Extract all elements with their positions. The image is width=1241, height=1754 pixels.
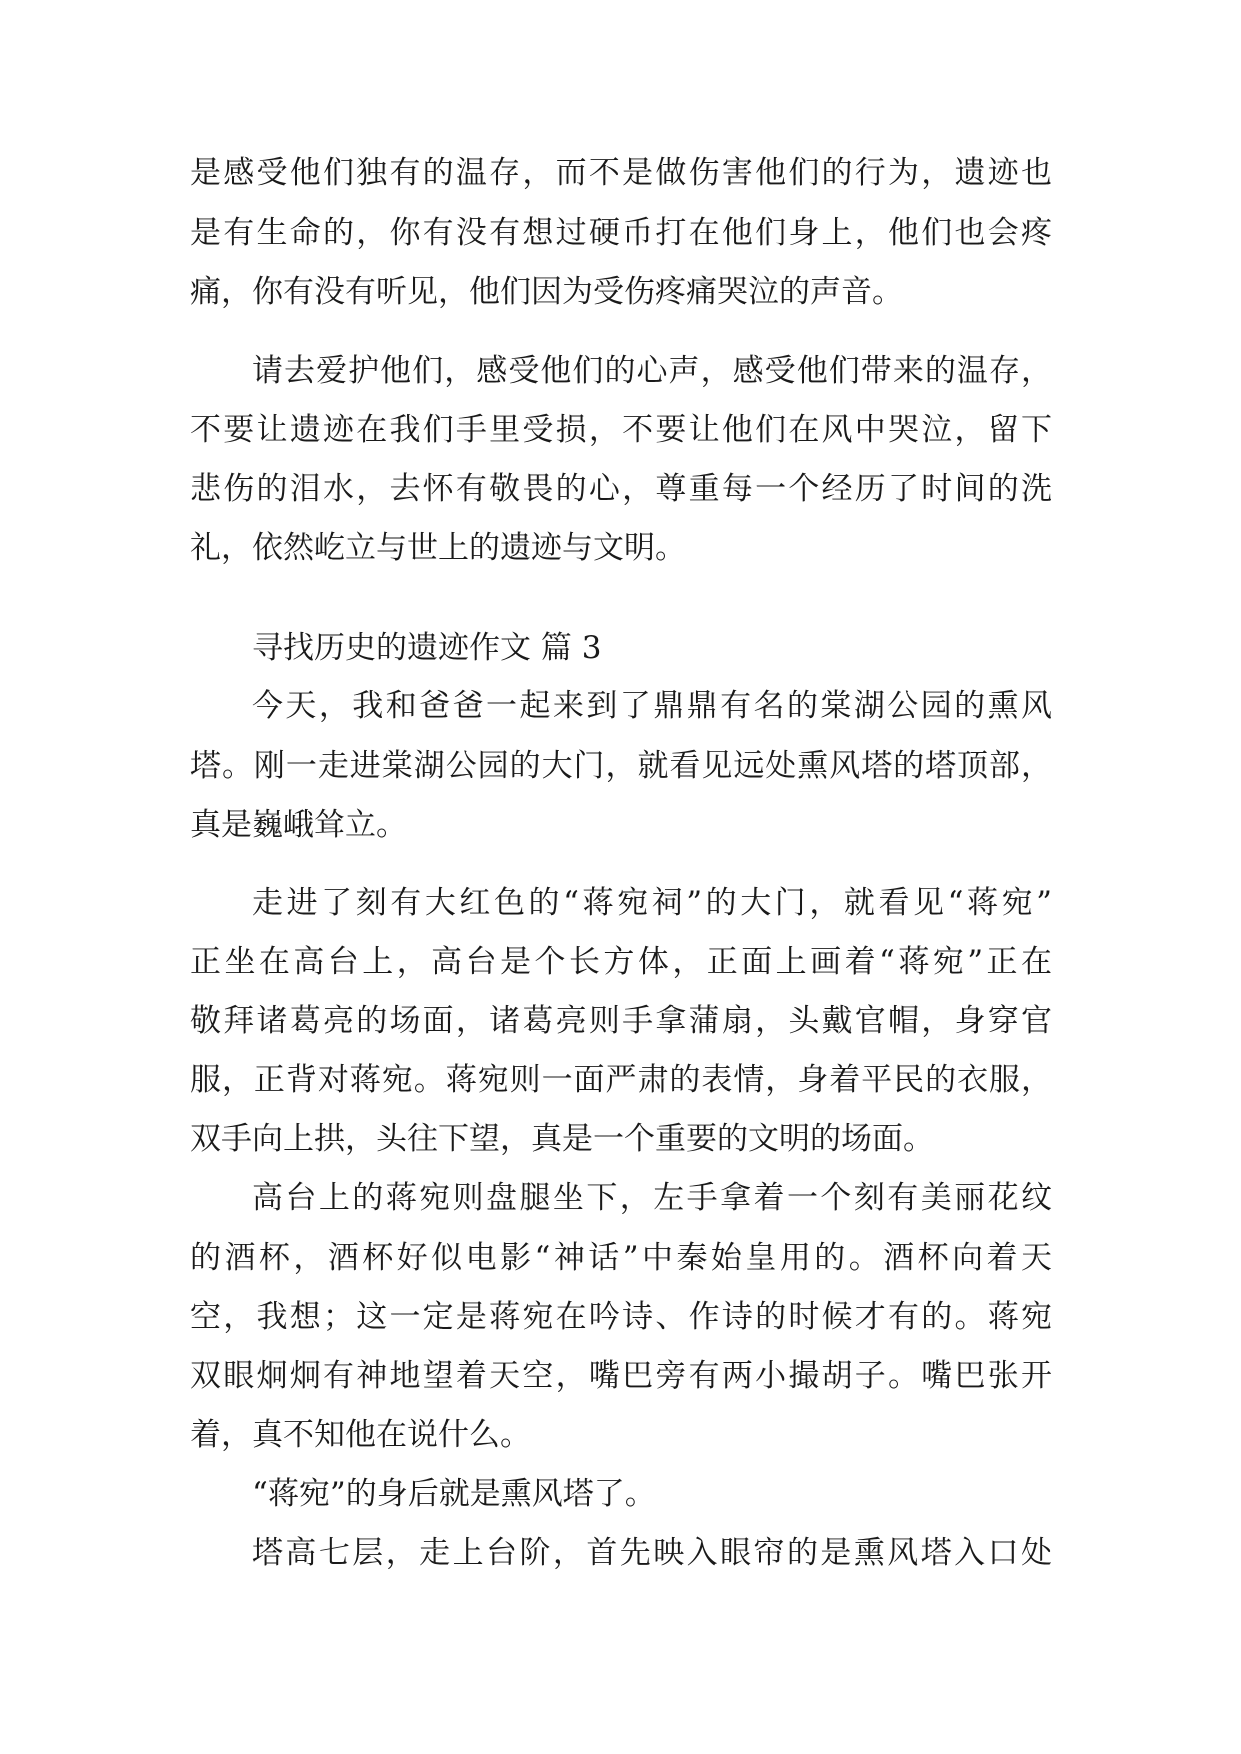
text-line: 高台上的蒋宛则盘腿坐下，左手拿着一个刻有美丽花纹: [252, 1180, 1052, 1216]
text-line: 走进了刻有大红色的“蒋宛祠”的大门，就看见“蒋宛”: [252, 885, 1052, 921]
text-line: 双眼炯炯有神地望着天空，嘴巴旁有两小撮胡子。嘴巴张开: [190, 1358, 1052, 1394]
text-line: 着，真不知他在说什么。: [190, 1417, 531, 1453]
text-line: 不要让遗迹在我们手里受损，不要让他们在风中哭泣，留下: [190, 412, 1052, 448]
text-line: 真是巍峨耸立。: [190, 807, 407, 843]
text-line: 双手向上拱，头往下望，真是一个重要的文明的场面。: [190, 1121, 934, 1157]
text-line: 是感受他们独有的温存，而不是做伤害他们的行为，遗迹也: [190, 155, 1052, 191]
section-heading: 寻找历史的遗迹作文 篇 3: [252, 630, 602, 666]
text-line: 服，正背对蒋宛。蒋宛则一面严肃的表情，身着平民的衣服，: [190, 1062, 1052, 1098]
text-line: 塔高七层，走上台阶，首先映入眼帘的是熏风塔入口处: [252, 1535, 1052, 1571]
text-line: 今天，我和爸爸一起来到了鼎鼎有名的棠湖公园的熏风: [252, 688, 1052, 724]
text-line: 痛，你有没有听见，他们因为受伤疼痛哭泣的声音。: [190, 274, 903, 310]
text-line: 悲伤的泪水，去怀有敬畏的心，尊重每一个经历了时间的洗: [190, 471, 1052, 507]
text-line: 敬拜诸葛亮的场面，诸葛亮则手拿蒲扇，头戴官帽，身穿官: [190, 1003, 1052, 1039]
text-line: 塔。刚一走进棠湖公园的大门，就看见远处熏风塔的塔顶部，: [190, 748, 1052, 784]
text-line: 的酒杯，酒杯好似电影“神话”中秦始皇用的。酒杯向着天: [190, 1240, 1052, 1276]
text-line: 是有生命的，你有没有想过硬币打在他们身上，他们也会疼: [190, 215, 1052, 251]
text-line: 正坐在高台上，高台是个长方体，正面上画着“蒋宛”正在: [190, 944, 1052, 980]
text-line: 请去爱护他们，感受他们的心声，感受他们带来的温存，: [252, 353, 1052, 389]
text-line: 空，我想；这一定是蒋宛在吟诗、作诗的时候才有的。蒋宛: [190, 1299, 1052, 1335]
text-line: “蒋宛”的身后就是熏风塔了。: [252, 1476, 656, 1512]
text-line: 礼，依然屹立与世上的遗迹与文明。: [190, 530, 686, 566]
